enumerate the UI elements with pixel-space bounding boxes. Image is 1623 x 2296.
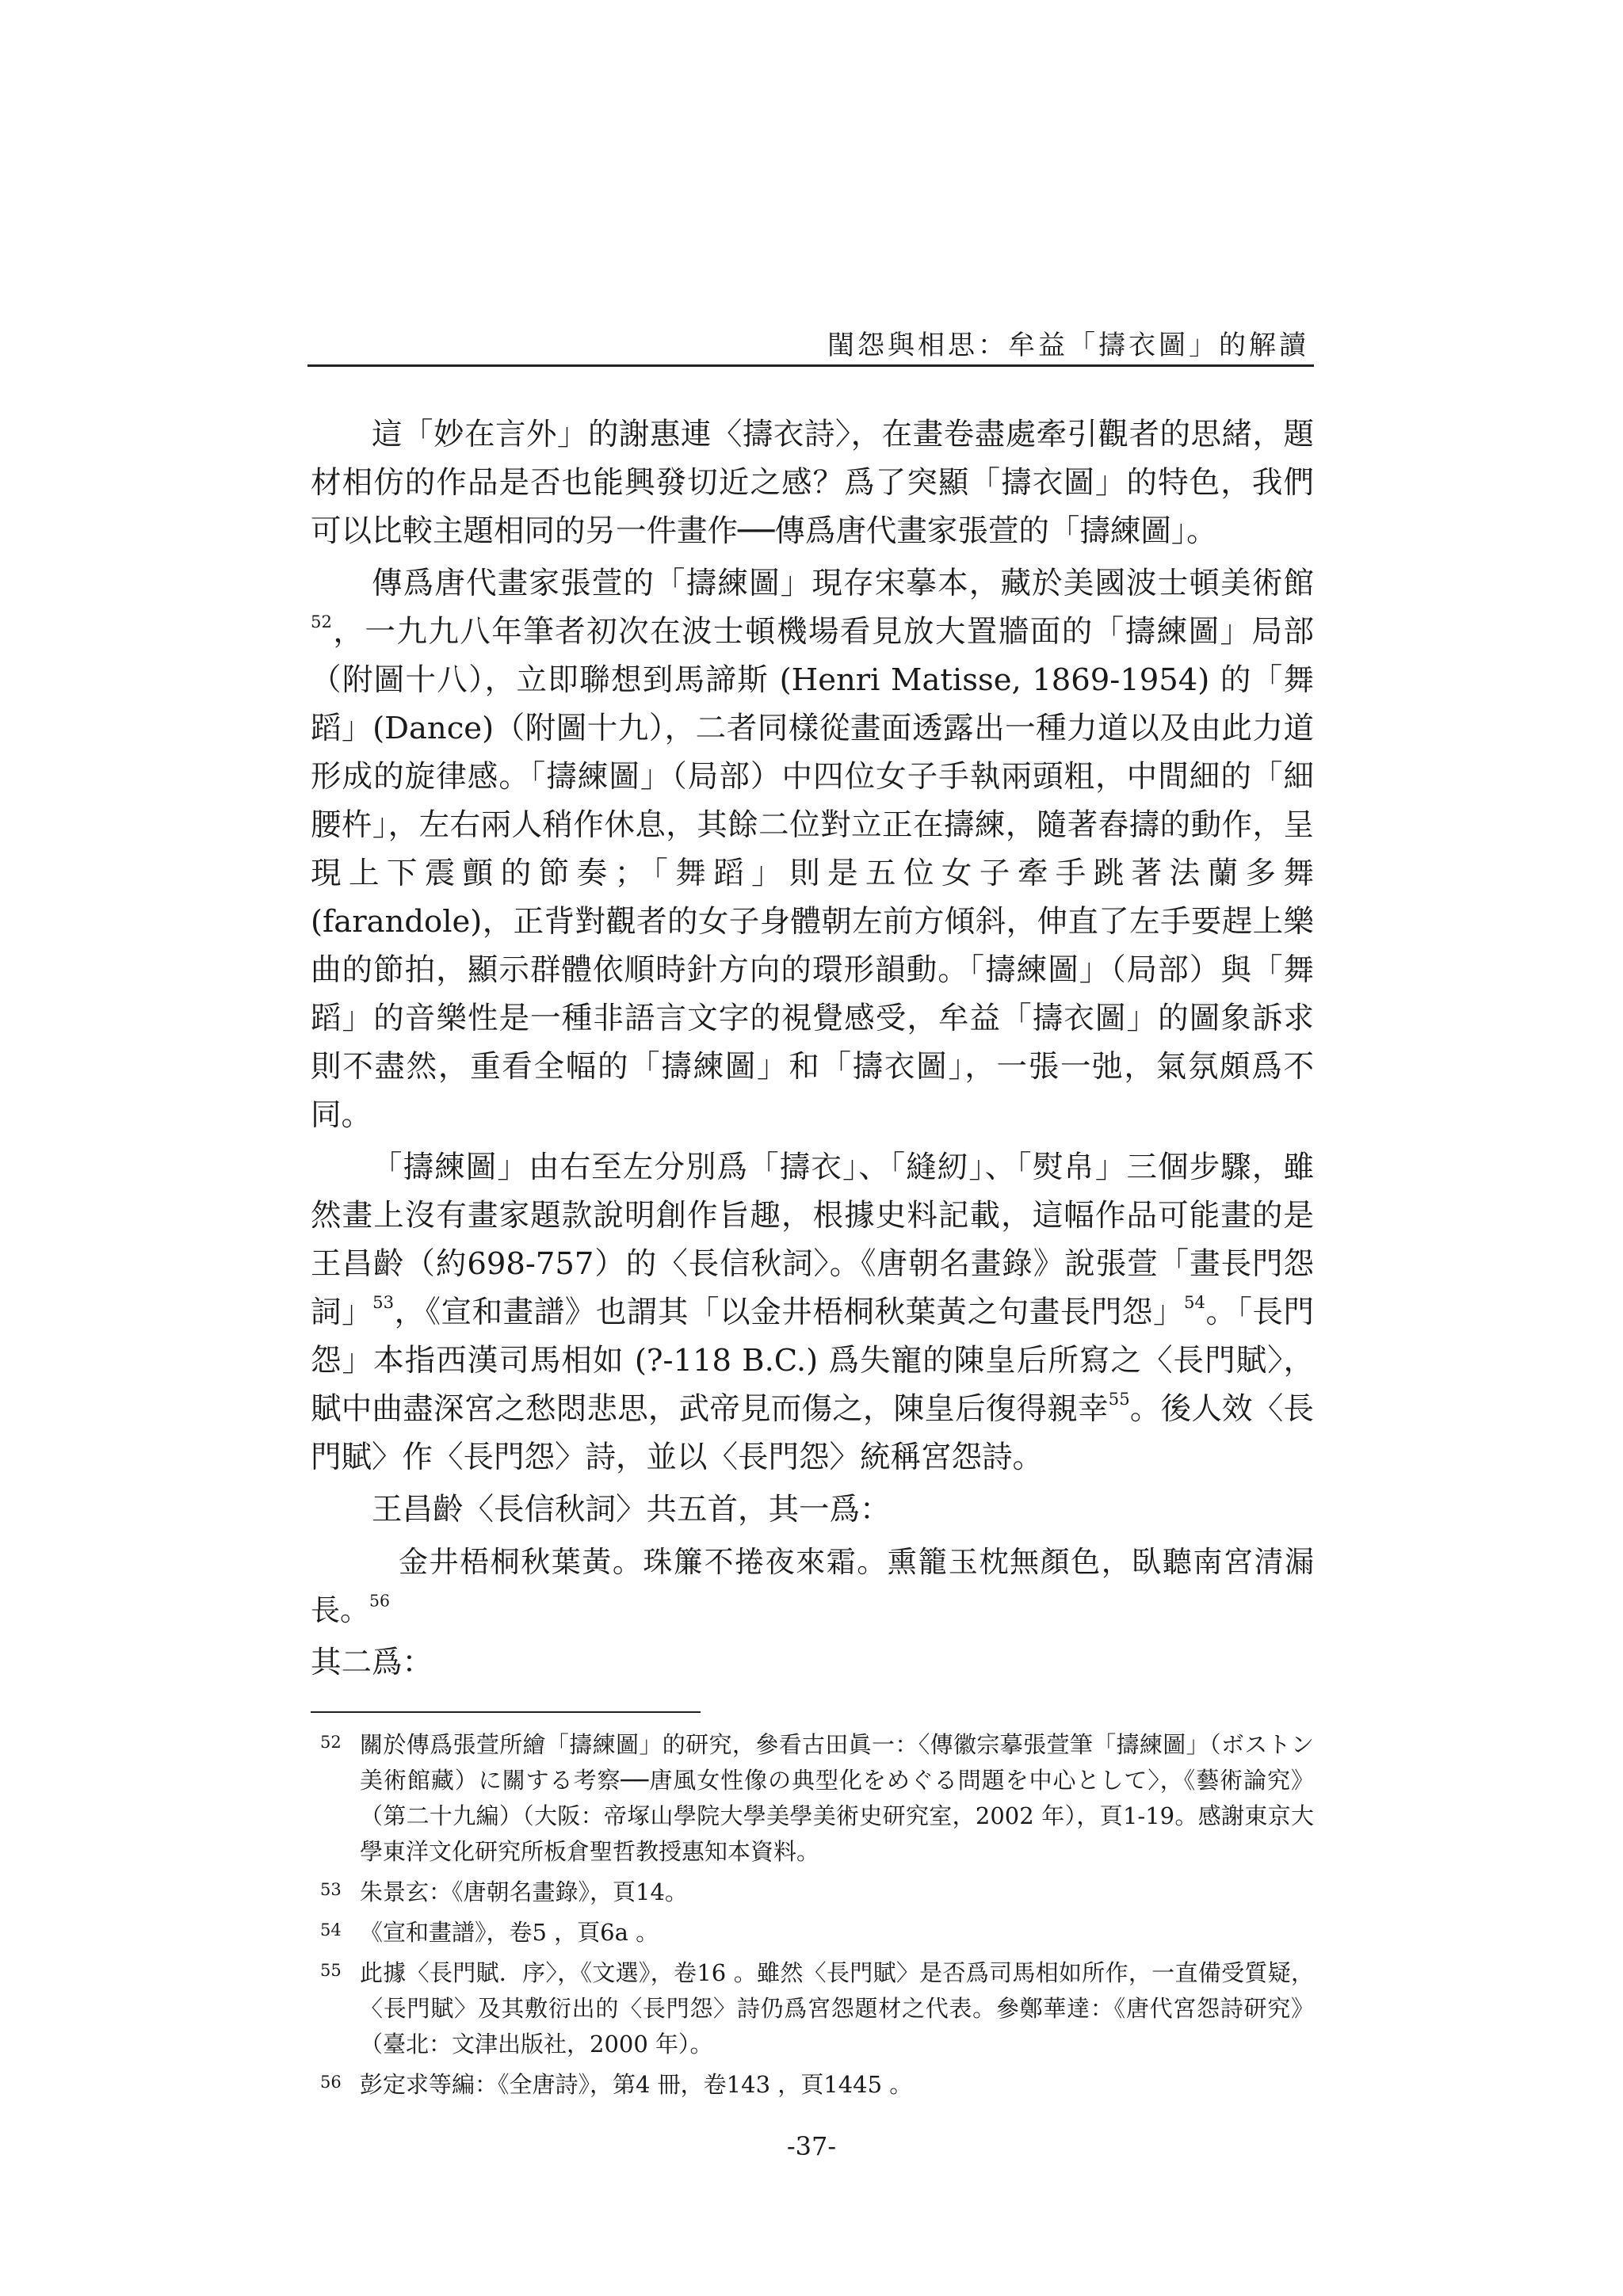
footnote-divider — [311, 1711, 701, 1713]
text-run: ，一九九八年筆者初次在波士頓機場看見放大置牆面的「擣練圖」局部（附圖十八），立即聯想到馬諦斯 (Henri Matisse, 1869-1954) 的「舞蹈」(Dance)（附圖十九），二者同樣從畫面透露出一種力道以及由此力道形成的旋律感。「擣練圖」（局部）中四位女子手執兩頭粗，中間細的「細腰杵」，左右兩人稍作休息，其餘二位對立正在擣練，隨著舂擣的動作，呈現上下震顫的節奏；「舞蹈」則是五位女子牽手跳著法蘭多舞 (farandole)，正背對觀者的女子身體朝左前方傾斜，伸直了左手要趕上樂曲的節拍，顯示群體依順時針方向的環形韻動。「擣練圖」（局部）與「舞蹈」的音樂性是一種非語言文字的視覺感受，牟益「擣衣圖」的圖象訴求則不盡然，重看全幅的「擣練圖」和「擣衣圖」，一張一弛，氣氛頗爲不同。 — [311, 614, 1314, 1133]
poem-intro: 王昌齡〈長信秋詞〉共五首，其一爲： — [372, 1492, 891, 1527]
footnote-55 — [311, 1955, 1314, 2062]
text-run: 。「長門怨」本指西漢司馬相如 (?-118 B.C.) 爲失寵的陳皇后所寫之〈長門賦〉，賦中曲盡深宮之愁悶悲思，武帝見而傷之，陳皇后復得親幸 — [311, 1295, 1314, 1427]
text-run: 這「妙在言外」的謝惠連〈擣衣詩〉，在畫卷盡處牽引觀者的思緒，題材相仿的作品是否也能興發切近之感？爲了突顯「擣衣圖」的特色，我們可以比較主題相同的另一件畫作──傳爲唐代畫家張萱的「擣練圖」。 — [311, 417, 1314, 549]
footnote-52 — [311, 1727, 1314, 1870]
poem-quote — [311, 1538, 1314, 1634]
footnote-ref: 55 — [1108, 1389, 1130, 1409]
footnote-56 — [311, 2067, 1314, 2103]
footnote-ref: 54 — [1184, 1292, 1205, 1313]
footnote-ref: 56 — [369, 1591, 390, 1611]
text-run: ，《宣和畫譜》也謂其「以金井梧桐秋葉黃之句畫長門怨」 — [394, 1295, 1185, 1330]
footnote-text: 彭定求等編：《全唐詩》，第4 冊，卷143 ，頁1445 。 — [360, 2071, 913, 2098]
footnote-text: 《宣和畫譜》，卷5 ，頁6a 。 — [360, 1919, 659, 1946]
footnote-54 — [311, 1915, 1314, 1951]
text-run: 傳爲唐代畫家張萱的「擣練圖」現存宋摹本，藏於美國波士頓美術館 — [372, 566, 1314, 601]
footnote-number: 52 — [320, 1733, 342, 1752]
text-run: 「擣練圖」由右至左分別爲「擣衣」、「縫紉」、「熨帛」三個步驟，雖然畫上沒有畫家題款說明創作旨趣，根據史料記載，這幅作品可能畫的是王昌齡（約698-757）的〈長信秋詞〉。《唐朝名畫錄》說張萱「畫長門怨詞」 — [311, 1150, 1314, 1330]
footnote-ref: 53 — [372, 1292, 395, 1313]
footnote-text: 關於傳爲張萱所繪「擣練圖」的研究，參看古田眞一：〈傳徽宗摹張萱筆「擣練圖」（ボストン美術館藏）に關する考察──唐風女性像の典型化をめぐる問題を中心として〉，《藝術論究》（第二十九編）（大阪：帝塚山學院大學美學美術史研究室，2002 年），頁1-19。感謝東京大學東洋文化研究所板倉聖哲教授惠知本資料。 — [360, 1731, 1314, 1865]
body-paragraph-3 — [311, 1143, 1314, 1482]
body-text — [311, 410, 1314, 1691]
footnote-text: 此據〈長門賦．序〉，《文選》，卷16 。雖然〈長門賦〉是否爲司馬相如所作，一直備受質疑，〈長門賦〉及其敷衍出的〈長門怨〉詩仍爲宮怨題材之代表。參鄭華達：《唐代宮怨詩研究》（臺北：文津出版社，2000 年）。 — [360, 1959, 1314, 2058]
footnote-53 — [311, 1875, 1314, 1910]
page-header — [307, 318, 1314, 367]
footnote-text: 朱景玄：《唐朝名畫錄》，頁14。 — [360, 1878, 688, 1905]
footnote-ref: 52 — [311, 612, 332, 632]
footnote-number: 53 — [320, 1880, 342, 1899]
page-number: -37- — [786, 2131, 837, 2161]
closing-text: 其二爲： — [311, 1645, 433, 1680]
running-title: 閨怨與相思：牟益「擣衣圖」的解讀 — [827, 330, 1309, 361]
poem-line: 金井梧桐秋葉黃。珠簾不捲夜來霜。熏籠玉枕無顏色，臥聽南宮清漏長。 — [311, 1545, 1314, 1627]
body-paragraph-2 — [311, 559, 1314, 1139]
footnote-number: 56 — [320, 2073, 342, 2092]
footnotes — [311, 1727, 1314, 2107]
text-run: 。後人效〈長門賦〉作〈長門怨〉詩，並以〈長門怨〉統稱宮怨詩。 — [311, 1391, 1314, 1475]
footnote-number: 54 — [320, 1920, 342, 1939]
body-paragraph-1 — [311, 410, 1314, 555]
footnote-number: 55 — [320, 1961, 342, 1980]
